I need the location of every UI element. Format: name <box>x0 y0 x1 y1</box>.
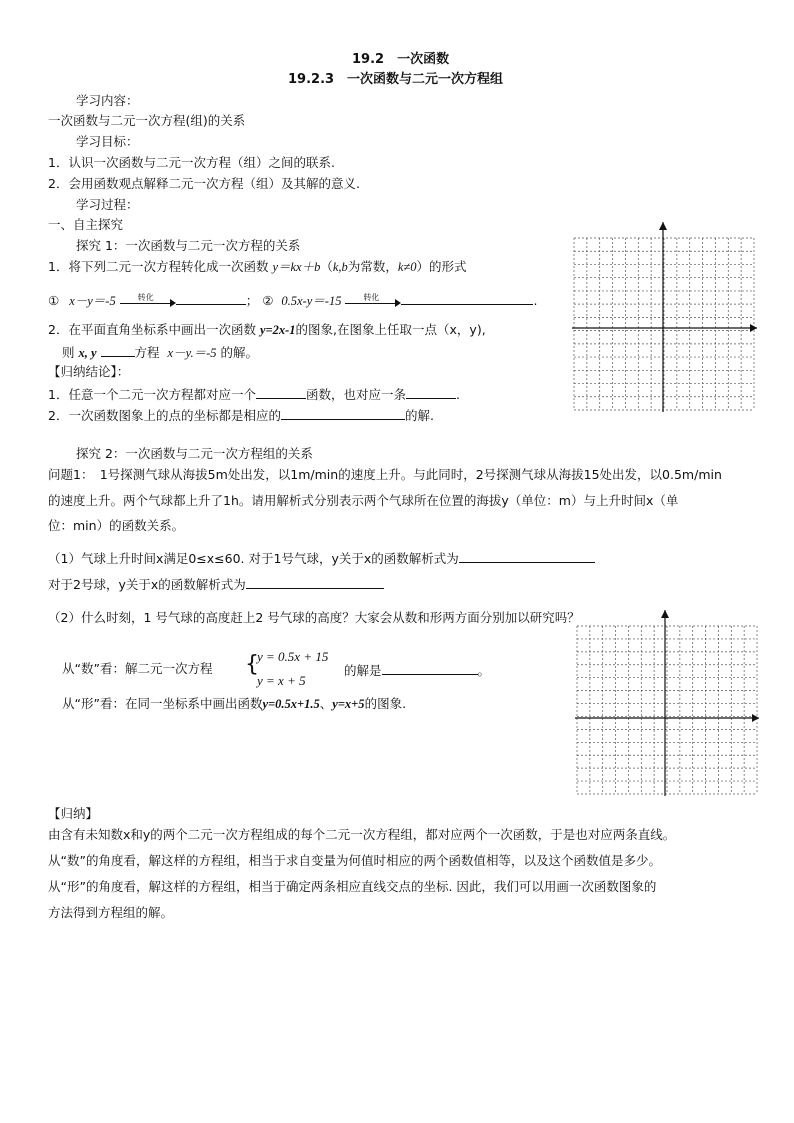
arrow-icon <box>345 292 401 309</box>
q1-const: 为常数， <box>347 259 398 274</box>
coordinate-grid-1 <box>570 222 757 414</box>
goal-item-1: 1．认识一次函数与二元一次方程（组）之间的联系. <box>48 155 335 170</box>
summary-line-3: 从“形”的角度看，解这样的方程组，相当于确定两条相应直线交点的坐标. 因此，我们可以用画一次函数图象的 <box>48 879 657 894</box>
explore2-title: 探究 2：一次函数与二元一次方程组的关系 <box>76 446 313 461</box>
eq1: x－y＝-5 <box>69 294 116 308</box>
shape-function-1: y=0.5x+1.5 <box>262 697 320 711</box>
q2-prefix: 2．在平面直角坐标系中画出一次函数 <box>48 322 256 337</box>
problem-line-1: 问题1： 1号探测气球从海拔5m处出发，以1m/min的速度上升。与此同时，2号探测气球从海拔15处出发，以0.5m/min <box>48 467 722 482</box>
goals-heading: 学习目标： <box>76 134 139 149</box>
coordinate-grid-2 <box>573 610 759 798</box>
eq2-number: ② <box>262 293 274 308</box>
explore1-title: 探究 1：一次函数与二元一次方程的关系 <box>76 238 301 253</box>
part1-text-2: 对于2号球，y关于x的函数解析式为 <box>48 577 246 592</box>
answer-blank-eq2[interactable] <box>401 291 533 305</box>
answer-blank-function[interactable] <box>256 385 306 399</box>
x-axis-arrow-icon <box>752 714 759 722</box>
arrow-label: 转化 <box>363 292 380 302</box>
q1-paren-open: （ <box>320 259 333 274</box>
answer-blank-equation[interactable] <box>281 406 405 420</box>
conclusion1-prefix: 1．任意一个二元一次方程都对应一个 <box>48 387 256 402</box>
q2-function: y=2x-1 <box>259 323 296 337</box>
q2-then: 则 <box>62 345 75 360</box>
q2-solution-word: 的解。 <box>220 345 258 360</box>
system-equation-1: y = 0.5x + 15 <box>257 649 329 664</box>
number-view-suffix: 的解是 <box>344 663 382 678</box>
conclusion-item-2 <box>48 406 434 424</box>
content-heading: 学习内容： <box>76 93 139 108</box>
number-view-prefix: 从“数”看：解二元一次方程 <box>62 661 213 676</box>
y-axis-arrow-icon <box>661 610 669 618</box>
part2-question: （2）什么时刻，1 号气球的高度赶上2 号气球的高度？大家会从数和形两方面分别加以研究吗？ <box>48 610 580 625</box>
q2-suffix: 的图象,在图象上任取一点（x，y), <box>295 322 486 337</box>
problem-line-2: 的速度上升。两个气球都上升了1h。请用解析式分别表示两个气球所在位置的海拔y（单位：m）与上升时间x（单 <box>48 493 679 508</box>
conclusion2-prefix: 2．一次函数图象上的点的坐标都是相应的 <box>48 408 281 423</box>
conclusion-heading: 【归纳结论】： <box>48 364 130 379</box>
answer-blank-line[interactable] <box>406 385 456 399</box>
summary-line-4: 方法得到方程组的解。 <box>48 905 174 920</box>
goal-item-2: 2．会用函数观点解释二元一次方程（组）及其解的意义. <box>48 176 360 191</box>
arrow-label: 转化 <box>137 292 154 302</box>
part1-line-1 <box>48 549 595 567</box>
q1-prefix: 1．将下列二元一次方程转化成一次函数 <box>48 259 269 274</box>
q1-suffix: ）的形式 <box>416 259 467 274</box>
answer-blank-balloon2[interactable] <box>246 575 384 589</box>
q1-k: k≠0 <box>397 260 417 274</box>
q1-kb: k,b <box>332 260 348 274</box>
x-axis-arrow-icon <box>750 324 757 332</box>
part1-text: （1）气球上升时间x满足0≤x≤60. 对于1号气球，y关于x的函数解析式为 <box>48 551 459 566</box>
answer-blank-eq1[interactable] <box>176 291 246 305</box>
number-view-answer <box>344 661 490 679</box>
answer-blank-q2[interactable] <box>101 343 135 357</box>
semicolon: ； <box>245 293 259 308</box>
answer-blank-system[interactable] <box>382 661 478 675</box>
problem-line-3: 位：min）的函数关系。 <box>48 518 185 533</box>
conclusion2-suffix: 的解. <box>404 408 434 423</box>
eq1-number: ① <box>48 293 60 308</box>
shape-separator: 、 <box>319 696 333 711</box>
y-axis-arrow-icon <box>659 222 667 230</box>
section-heading: 一、自主探究 <box>48 217 124 232</box>
system-equation-2: y = x + 5 <box>257 673 306 688</box>
conclusion1-mid: 函数，也对应一条 <box>305 387 406 402</box>
content-text: 一次函数与二元一次方程(组)的关系 <box>48 113 246 128</box>
process-heading: 学习过程： <box>76 197 139 212</box>
explore1-question2-line2 <box>62 343 258 361</box>
page-title: 19.2 一次函数 <box>352 52 450 67</box>
part1-line-2 <box>48 575 384 593</box>
q1-formula: y＝kx＋b <box>272 260 321 274</box>
eq2: 0.5x-y＝-15 <box>281 294 342 308</box>
summary-heading: 【归纳】 <box>48 806 99 821</box>
shape-view <box>62 696 406 712</box>
brace-icon: { <box>245 652 259 677</box>
conversion-row <box>48 291 537 309</box>
explore1-question1 <box>48 259 467 275</box>
shape-view-prefix: 从“形”看：在同一坐标系中画出函数 <box>62 696 263 711</box>
shape-view-suffix: 的图象. <box>364 696 407 711</box>
conclusion-item-1 <box>48 385 460 403</box>
explore1-question2-line1 <box>48 322 486 338</box>
q2-equation-word: 方程 <box>134 345 160 360</box>
arrow-icon <box>120 292 176 309</box>
number-view-end: 。 <box>477 663 491 678</box>
answer-blank-balloon1[interactable] <box>459 549 595 563</box>
grid-lines <box>574 238 754 410</box>
period: . <box>533 293 538 308</box>
shape-function-2: y=x+5 <box>332 697 365 711</box>
grid-lines <box>577 626 757 794</box>
summary-line-2: 从“数”的角度看，解这样的方程组，相当于求自变量为何值时相应的两个函数值相等，以及这个函数值是多少。 <box>48 853 661 868</box>
conclusion1-suffix: . <box>455 387 460 402</box>
page-subtitle: 19.2.3 一次函数与二元一次方程组 <box>288 72 504 87</box>
number-view <box>62 661 212 677</box>
summary-line-1: 由含有未知数x和y的两个二元一次方程组成的每个二元一次方程组，都对应两个一次函数，于是也对应两条直线。 <box>48 827 676 842</box>
q2-equation: x－y.＝-5 <box>167 346 217 360</box>
q2-xy: x, y <box>78 346 97 360</box>
